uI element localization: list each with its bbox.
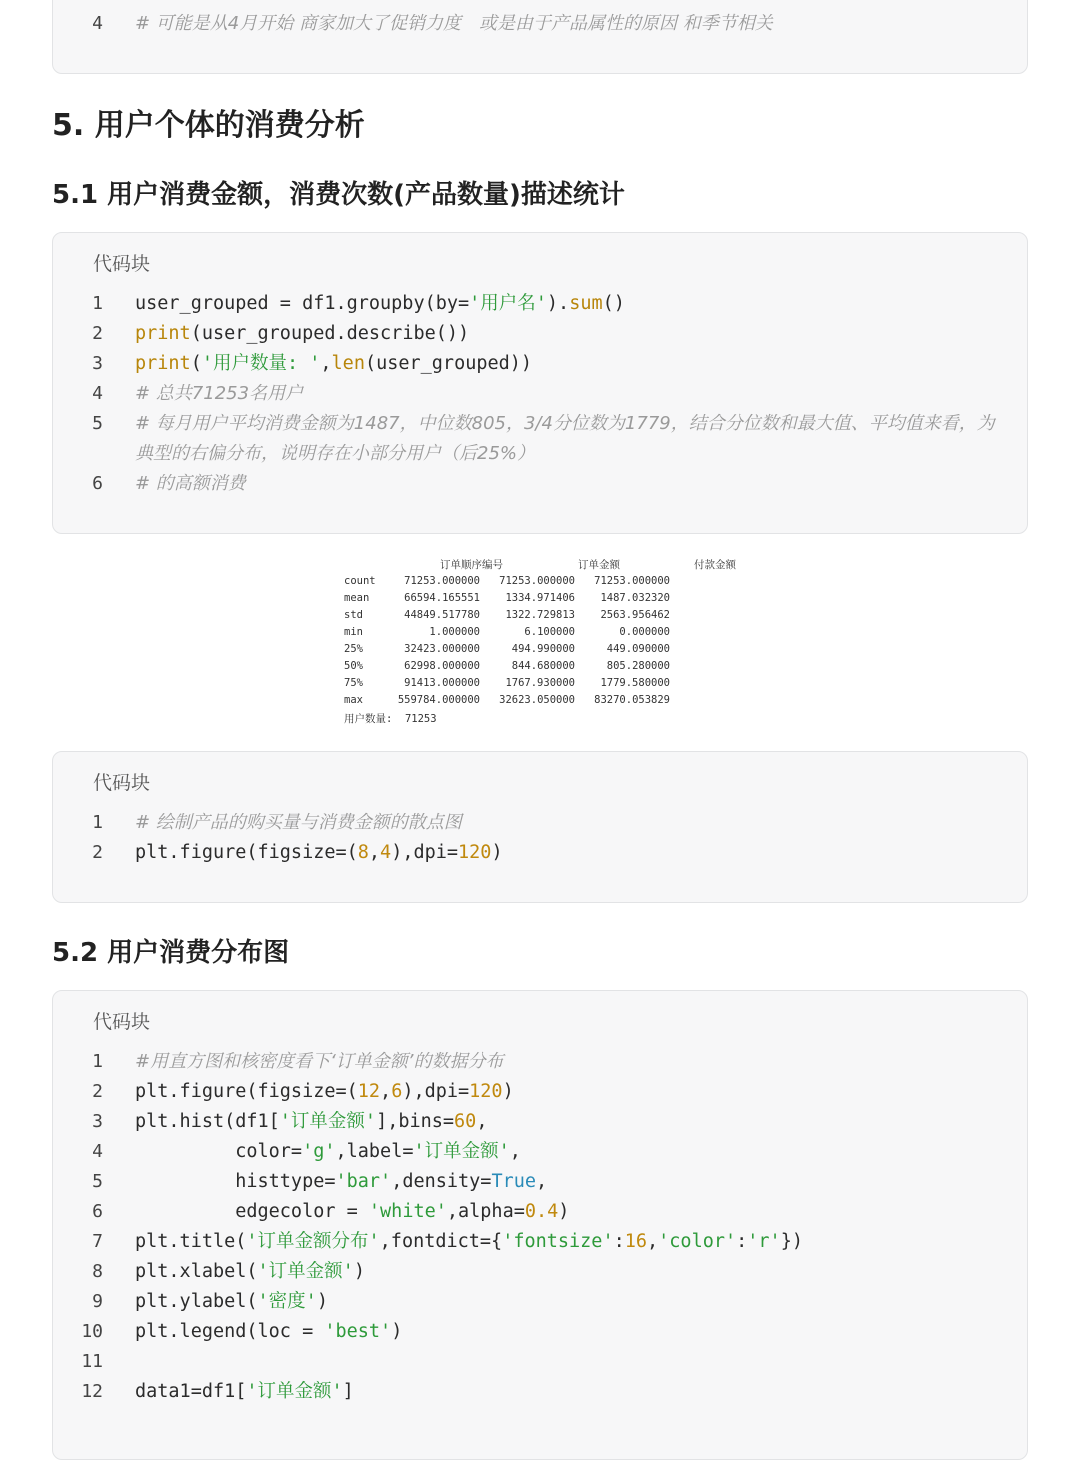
code-text: print(user_grouped.describe()) — [135, 323, 470, 344]
output-header: 订单顺序编号 — [440, 559, 503, 571]
code-line — [53, 1197, 1027, 1227]
output-cell: 66594.165551 — [404, 592, 480, 604]
line-number: 2 — [92, 323, 103, 344]
code-text: # 的高额消费 — [135, 473, 246, 494]
section-heading-5-1: 5.1 用户消费金额，消费次数(产品数量)描述统计 — [52, 180, 625, 210]
code-block-label: 代码块 — [93, 253, 151, 275]
output-row-label: min — [344, 626, 363, 638]
line-number: 9 — [92, 1291, 103, 1312]
output-row — [344, 592, 744, 609]
code-lines — [53, 289, 1027, 499]
output-row-label: count — [344, 575, 376, 587]
line-number: 1 — [92, 812, 103, 833]
output-cell: 44849.517780 — [404, 609, 480, 621]
code-text: plt.title('订单金额分布',fontdict={'fontsize':16,'color':'r'}) — [135, 1231, 803, 1252]
code-text: # 每月用户平均消费金额为1487，中位数805，3/4分位数为1779，结合分位数和最大值、平均值来看，为典型的右偏分布，说明存在小部分用户（后25%） — [135, 413, 995, 464]
output-cell: 71253.000000 — [499, 575, 575, 587]
output-cell: 844.680000 — [511, 660, 575, 672]
code-text: # 绘制产品的购买量与消费金额的散点图 — [135, 812, 462, 833]
code-text: plt.ylabel('密度') — [135, 1291, 328, 1312]
code-line — [53, 409, 1027, 469]
code-text: histtype='bar',density=True, — [135, 1171, 548, 1192]
output-cell: 1322.729813 — [505, 609, 575, 621]
code-line — [53, 1287, 1027, 1317]
line-number: 3 — [92, 1111, 103, 1132]
code-line — [53, 1107, 1027, 1137]
output-cell: 0.000000 — [619, 626, 670, 638]
code-line — [53, 9, 1027, 39]
output-row — [344, 626, 744, 643]
output-cell: 559784.000000 — [397, 694, 480, 706]
output-row — [344, 643, 744, 660]
code-lines — [53, 9, 1027, 39]
section-heading-5-2: 5.2 用户消费分布图 — [52, 938, 290, 968]
code-lines — [53, 1047, 1027, 1407]
output-cell: 449.090000 — [606, 643, 670, 655]
output-cell: 2563.956462 — [600, 609, 670, 621]
code-line — [53, 289, 1027, 319]
code-line — [53, 349, 1027, 379]
code-text: #用直方图和核密度看下‘订单金额’的数据分布 — [135, 1051, 504, 1072]
output-cell: 1334.971406 — [505, 592, 575, 604]
output-cell: 32623.050000 — [499, 694, 575, 706]
output-cell: 32423.000000 — [404, 643, 480, 655]
output-cell: 71253.000000 — [594, 575, 670, 587]
output-header: 订单金额 — [578, 559, 620, 571]
line-number: 5 — [92, 413, 103, 434]
line-number: 11 — [81, 1351, 103, 1372]
line-number: 6 — [92, 473, 103, 494]
line-number: 5 — [92, 1171, 103, 1192]
line-number: 10 — [81, 1321, 103, 1342]
code-block-1 — [52, 232, 1028, 534]
code-line — [53, 1047, 1027, 1077]
line-number: 7 — [92, 1231, 103, 1252]
line-number: 1 — [92, 293, 103, 314]
code-line — [53, 1347, 1027, 1377]
code-text: color='g',label='订单金额', — [135, 1141, 521, 1162]
output-cell: 91413.000000 — [404, 677, 480, 689]
code-text: plt.hist(df1['订单金额'],bins=60, — [135, 1111, 488, 1132]
output-row — [344, 694, 744, 711]
code-line — [53, 1167, 1027, 1197]
output-row — [344, 575, 744, 592]
output-cell: 6.100000 — [524, 626, 575, 638]
code-block-3 — [52, 990, 1028, 1460]
code-line — [53, 808, 1027, 838]
section-heading-5: 5. 用户个体的消费分析 — [52, 108, 365, 143]
code-line — [53, 1257, 1027, 1287]
code-text: # 总共71253名用户 — [135, 383, 304, 404]
code-line — [53, 1077, 1027, 1107]
code-block-label: 代码块 — [93, 1011, 151, 1033]
code-line — [53, 1137, 1027, 1167]
code-line — [53, 319, 1027, 349]
line-number: 4 — [92, 13, 103, 34]
output-cell: 83270.053829 — [594, 694, 670, 706]
code-line — [53, 1377, 1027, 1407]
code-block-label: 代码块 — [93, 772, 151, 794]
output-row-label: max — [344, 694, 363, 706]
line-number: 2 — [92, 1081, 103, 1102]
code-line — [53, 379, 1027, 409]
line-number: 2 — [92, 842, 103, 863]
code-text: plt.figure(figsize=(8,4),dpi=120) — [135, 842, 503, 863]
output-row — [344, 609, 744, 626]
output-footer — [344, 711, 744, 728]
code-text: plt.figure(figsize=(12,6),dpi=120) — [135, 1081, 514, 1102]
code-text: # 可能是从4月开始 商家加大了促销力度 或是由于产品属性的原因 和季节相关 — [135, 13, 773, 34]
output-cell: 805.280000 — [606, 660, 670, 672]
output-cell: 1779.580000 — [600, 677, 670, 689]
line-number: 4 — [92, 1141, 103, 1162]
line-number: 8 — [92, 1261, 103, 1282]
output-cell: 1487.032320 — [600, 592, 670, 604]
output-cell: 494.990000 — [511, 643, 575, 655]
output-row-label: 75% — [344, 677, 363, 689]
output-row-label: mean — [344, 592, 370, 604]
output-row — [344, 677, 744, 694]
code-text: plt.legend(loc = 'best') — [135, 1321, 403, 1342]
line-number: 12 — [81, 1381, 103, 1402]
output-row-label: std — [344, 609, 363, 621]
line-number: 6 — [92, 1201, 103, 1222]
code-text: plt.xlabel('订单金额') — [135, 1261, 365, 1282]
code-lines — [53, 808, 1027, 868]
describe-output — [344, 557, 744, 732]
code-text: print('用户数量: ',len(user_grouped)) — [135, 353, 533, 374]
code-line — [53, 838, 1027, 868]
code-text: data1=df1['订单金额'] — [135, 1381, 354, 1402]
output-header-row — [344, 557, 744, 575]
code-line — [53, 1317, 1027, 1347]
code-block-2 — [52, 751, 1028, 903]
user-count-output: 用户数量: 71253 — [344, 713, 437, 725]
line-number: 3 — [92, 353, 103, 374]
code-block-previous — [52, 0, 1028, 74]
output-row-label: 25% — [344, 643, 363, 655]
line-number: 4 — [92, 383, 103, 404]
code-line — [53, 1227, 1027, 1257]
output-row-label: 50% — [344, 660, 363, 672]
output-header: 付款金额 — [694, 559, 736, 571]
output-cell: 1767.930000 — [505, 677, 575, 689]
code-line — [53, 469, 1027, 499]
line-number: 1 — [92, 1051, 103, 1072]
output-cell: 62998.000000 — [404, 660, 480, 672]
code-text: edgecolor = 'white',alpha=0.4) — [135, 1201, 570, 1222]
output-row — [344, 660, 744, 677]
output-cell: 71253.000000 — [404, 575, 480, 587]
code-text: user_grouped = df1.groupby(by='用户名').sum() — [135, 293, 625, 314]
output-cell: 1.000000 — [429, 626, 480, 638]
